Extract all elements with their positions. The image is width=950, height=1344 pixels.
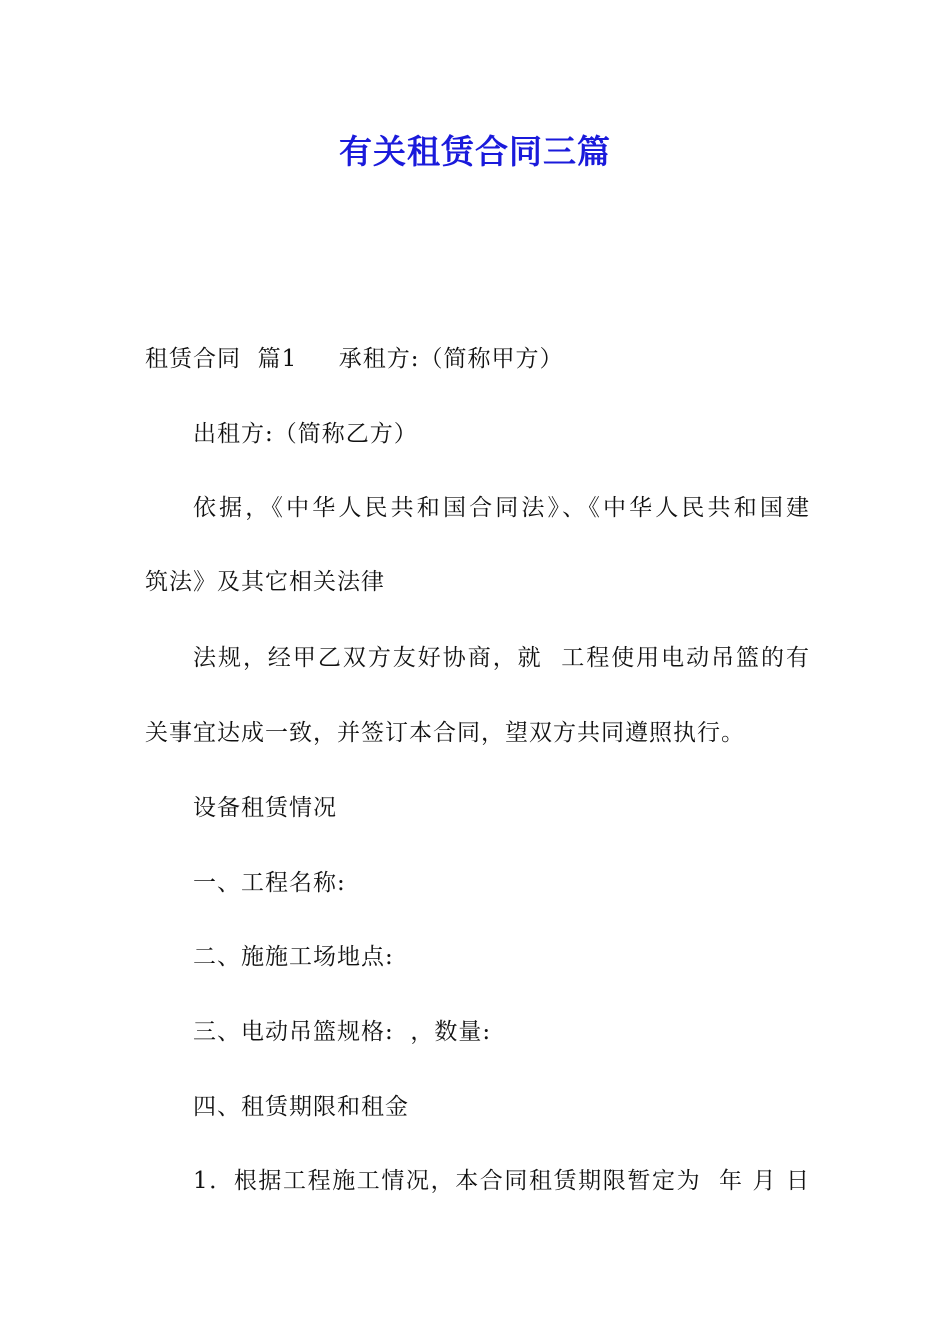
list-item: 一、工程名称: (193, 870, 346, 896)
section-heading: 设备租赁情况 (193, 795, 337, 821)
contract-heading-line: 租赁合同 篇1 承租方:（简称甲方） (145, 346, 564, 372)
paragraph-line: 筑法》及其它相关法律 (145, 569, 385, 595)
paragraph-line: 法规，经甲乙双方友好协商，就 工程使用电动吊篮的有 (193, 645, 810, 671)
document-title: 有关租赁合同三篇 (339, 132, 611, 171)
list-item: 二、施施工场地点: (193, 944, 394, 970)
paragraph-line: 依据，《中华人民共和国合同法》、《中华人民共和国建 (193, 495, 810, 521)
list-item: 三、电动吊篮规格: ，数量: (193, 1019, 492, 1045)
lessor-line: 出租方:（简称乙方） (193, 421, 418, 447)
list-item: 四、租赁期限和租金 (193, 1094, 409, 1120)
paragraph-line: 1．根据工程施工情况，本合同租赁期限暂定为 年 月 日 (193, 1168, 810, 1194)
paragraph-line: 关事宜达成一致，并签订本合同，望双方共同遵照执行。 (145, 720, 745, 746)
